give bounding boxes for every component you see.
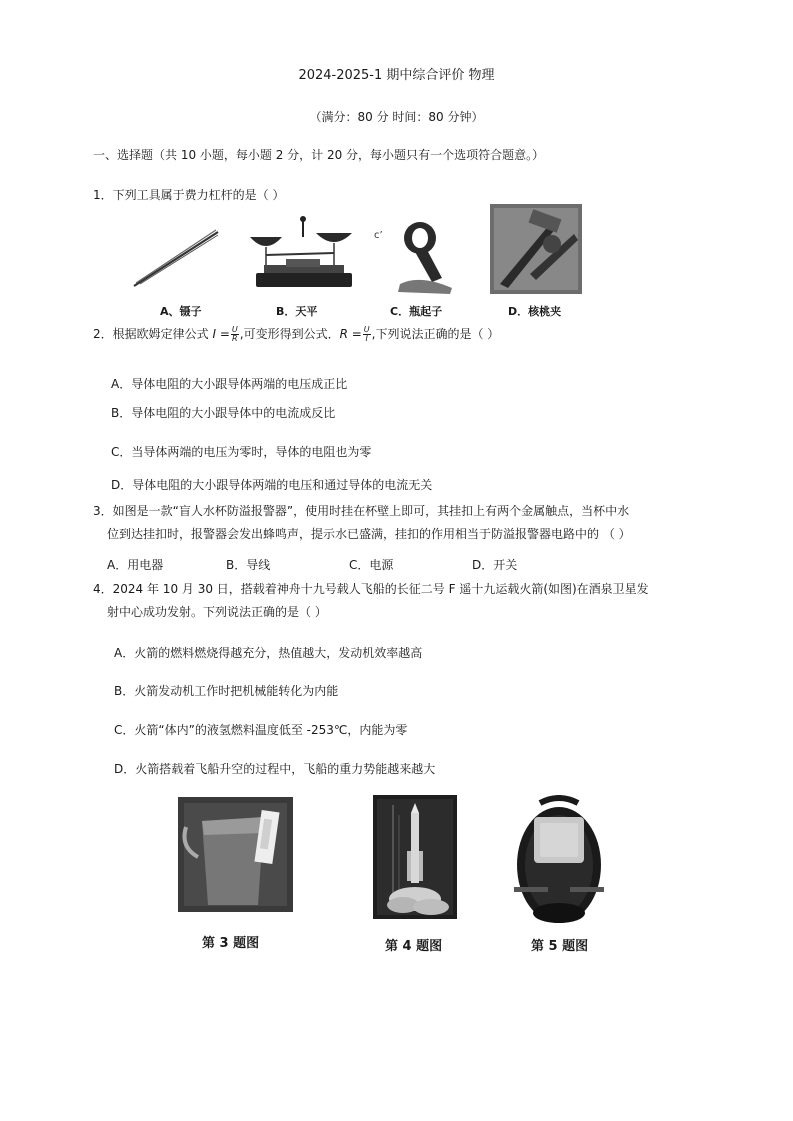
q2-formula2-fraction — [363, 326, 371, 343]
q1-option-b: B．天平 — [276, 305, 318, 318]
q3-option-a: A．用电器 — [107, 558, 164, 572]
q3-line1: 3．如图是一款“盲人水杯防溢报警器”，使用时挂在杯壁上即可，其挂扣上有两个金属触点，当杯中水 — [93, 504, 630, 518]
q4-line1: 4．2024 年 10 月 30 日，搭载着神舟十九号载人飞船的长征二号 F 遥十九运载火箭(如图)在酒泉卫星发 — [93, 582, 649, 596]
q2-stem-a: 2．根据欧姆定律公式 — [93, 327, 209, 341]
figure5-caption: 第 5 题图 — [531, 939, 589, 954]
svg-text:c’: c’ — [374, 230, 383, 241]
q2-formula1-den: R — [232, 334, 238, 343]
q2-option-d: D．导体电阻的大小跟导体两端的电压和通过导体的电流无关 — [111, 478, 433, 492]
tweezers-icon — [130, 228, 222, 290]
q4-option-b: B．火箭发动机工作时把机械能转化为内能 — [114, 684, 339, 698]
q3-option-d: D．开关 — [472, 558, 518, 572]
q1-option-a: A、镊子 — [160, 305, 202, 318]
q3-option-c: C．电源 — [349, 558, 394, 572]
q3-line2: 位到达挂扣时，报警器会发出蜂鸣声，提示水已盛满，挂扣的作用相当于防溢报警器电路中的 （ ） — [107, 527, 631, 541]
balance-icon — [246, 215, 360, 293]
figure4-caption: 第 4 题图 — [385, 939, 443, 954]
figure3-caption: 第 3 题图 — [202, 936, 260, 951]
q1-option-c: C．瓶起子 — [390, 305, 443, 318]
q4-option-c: C．火箭“体内”的液氢燃料温度低至 -253℃，内能为零 — [114, 723, 408, 737]
q2-formula2-den: I — [365, 334, 368, 343]
q2-option-c: C．当导体两端的电压为零时，导体的电阻也为零 — [111, 445, 372, 459]
section-heading: 一、选择题（共 10 小题，每小题 2 分，计 20 分，每小题只有一个选项符合题意。） — [93, 148, 545, 162]
q2-formula2-num: U — [363, 325, 370, 334]
bottle-opener-icon — [370, 218, 470, 296]
page-title: 2024-2025-1 期中综合评价 物理 — [298, 68, 495, 83]
q2-stem-c: ,下列说法正确的是（ ） — [371, 327, 500, 341]
q4-line2: 射中心成功发射。下列说法正确的是（ ） — [107, 605, 327, 619]
q2-formula1-fraction — [231, 326, 239, 343]
q2-option-b: B．导体电阻的大小跟导体中的电流成反比 — [111, 406, 336, 420]
rocket-launch-icon — [373, 795, 457, 919]
q1-stem: 1．下列工具属于费力杠杆的是（ ） — [93, 188, 285, 202]
q2-formula1-lhs: I = — [212, 327, 230, 341]
unicycle-icon — [510, 795, 608, 927]
q2-stem — [93, 325, 499, 343]
page-subtitle: （满分：80 分 时间：80 分钟） — [309, 110, 484, 124]
q1-option-d: D．核桃夹 — [508, 305, 562, 318]
cup-with-alarm-icon — [178, 797, 293, 912]
q4-option-d: D．火箭搭载着飞船升空的过程中，飞船的重力势能越来越大 — [114, 762, 436, 776]
q2-option-a: A．导体电阻的大小跟导体两端的电压成正比 — [111, 377, 348, 391]
nutcracker-icon — [490, 204, 582, 294]
q2-formula2-lhs: R = — [339, 327, 362, 341]
q3-option-b: B．导线 — [226, 558, 271, 572]
q2-stem-b: ,可变形得到公式． — [239, 327, 340, 341]
q4-option-a: A．火箭的燃料燃烧得越充分，热值越大，发动机效率越高 — [114, 646, 423, 660]
q2-formula1-num: U — [231, 325, 238, 334]
